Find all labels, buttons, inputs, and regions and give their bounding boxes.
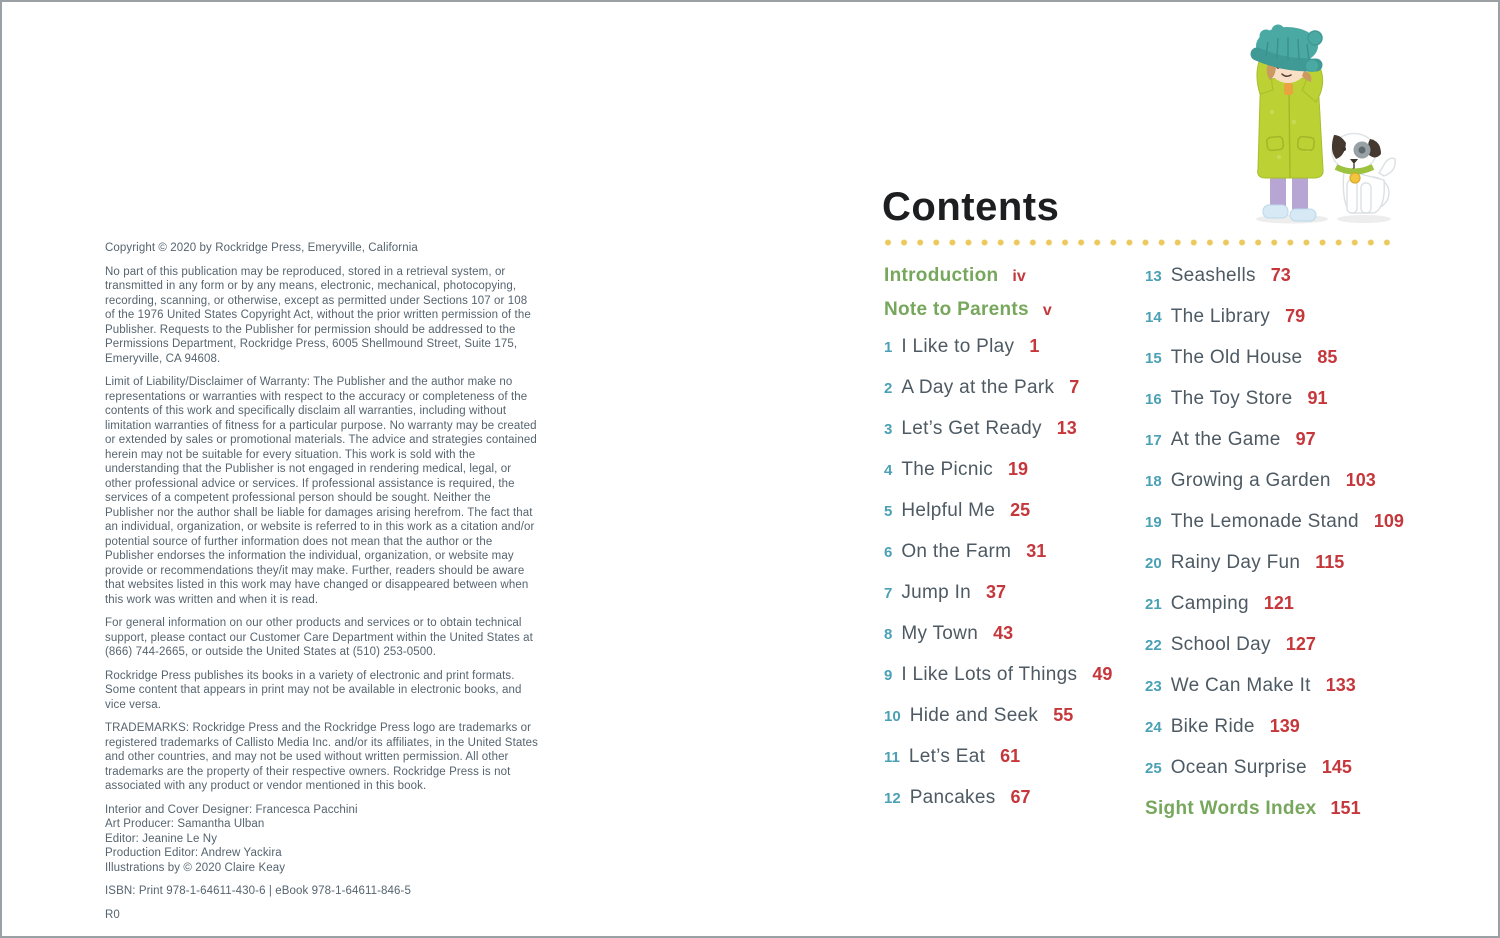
toc-entry-number: 12 (884, 790, 901, 807)
toc-entry (884, 663, 1142, 687)
toc-entry-number: 3 (884, 421, 893, 438)
toc-entry-page: 145 (1321, 757, 1352, 777)
toc-entry-page: 1 (1029, 336, 1040, 356)
toc-entry (1145, 305, 1410, 329)
toc-entry-number: 23 (1145, 678, 1162, 695)
toc-entry-page: iv (1012, 268, 1026, 285)
toc-entry-number: 6 (884, 544, 893, 561)
toc-entry-title: Pancakes (909, 787, 996, 808)
toc-chapters-right (1145, 264, 1410, 780)
toc-entry (884, 376, 1142, 400)
toc-entry-number: 10 (884, 708, 901, 725)
toc-entry (1145, 592, 1410, 616)
toc-entry-number: 15 (1145, 350, 1162, 367)
credit-line: Editor: Jeanine Le Ny (105, 832, 218, 845)
toc-column-left (884, 264, 1142, 827)
toc-entry-title: The Lemonade Stand (1170, 511, 1359, 532)
toc-matter-entry (884, 298, 1142, 322)
toc-entry-title: Ocean Surprise (1170, 757, 1307, 778)
toc-entry-number: 5 (884, 503, 893, 520)
contents-title: Contents (882, 185, 1060, 229)
toc-entry-number: 7 (884, 585, 893, 602)
toc-entry-page: 13 (1056, 418, 1077, 438)
toc-entry-number: 4 (884, 462, 893, 479)
toc-entry-number: 13 (1145, 268, 1162, 285)
legal-paragraph: Limit of Liability/Disclaimer of Warranty: The Publisher and the author make no representations or warranties with respect to the accuracy or completeness of the contents of this work and specifically disclaim all warranties, including without limitation warranties of fitness for a particular purpose. No warranty may be created or extended by sales or promotional materials. The advice and strategies contained herein may not be suitable for every situation. This work is sold with the understanding that the Publisher is not engaged in rendering medical, legal, or other professional advice or services. If professional assistance is required, the services of a competent professional person should be sought. Neither the Publisher nor the author shall be liable for damages arising herefrom. The fact that an individual, organization, or website is referred to in this work as a citation and/or potential source of further information does not mean that the author or the Publisher endorses the information the individual, organization, or website may provide or recommendations they/it may make. Further, readers should be aware that websites listed in this work may have changed or disappeared between when this work was written and when it is read. (105, 376, 537, 606)
toc-entry-page: 133 (1325, 675, 1356, 695)
toc-entry-number: 8 (884, 626, 893, 643)
toc-entry-number: 16 (1145, 391, 1162, 408)
toc-entry-page: 121 (1263, 593, 1294, 613)
toc-entry-number: 2 (884, 380, 893, 397)
toc-entry-title: Introduction (884, 265, 999, 286)
toc-entry-title: On the Farm (901, 541, 1012, 562)
toc-entry-title: The Toy Store (1170, 388, 1293, 409)
toc-entry-number: 19 (1145, 514, 1162, 531)
toc-entry-title: Camping (1170, 593, 1249, 614)
toc-entry-number: 25 (1145, 760, 1162, 777)
toc-entry-number: 9 (884, 667, 893, 684)
toc-matter-entry (884, 264, 1142, 288)
toc-entry (1145, 551, 1410, 575)
toc-entry-number: 1 (884, 339, 893, 356)
isbn-line: ISBN: Print 978-1-64611-430-6 | eBook 978-1-64611-846-5 (105, 885, 411, 897)
toc-entry-page: 19 (1008, 459, 1029, 479)
toc-entry-page: 31 (1026, 541, 1047, 561)
legal-paragraph: TRADEMARKS: Rockridge Press and the Rockridge Press logo are trademarks or registered trademarks of Callisto Media Inc. and/or its affiliates, in the United States and other countries, and may not be used without written permission. All other trademarks are the property of their respective owners. Rockridge Press is not associated with any product or vendor mentioned in this book. (105, 722, 539, 792)
toc-entry-title: Sight Words Index (1145, 798, 1317, 819)
toc-back-matter (1145, 797, 1410, 821)
toc-entry-title: Hide and Seek (909, 705, 1039, 726)
toc-entry-page: 139 (1269, 716, 1300, 736)
legal-paragraph: No part of this publication may be reproduced, stored in a retrieval system, or transmitted in any form or by any means, electronic, mechanical, photocopying, recording, scanning, or otherwise, except as permitted under Sections 107 or 108 of the 1976 United States Copyright Act, without the prior written permission of the Publisher. Requests to the Publisher for permission should be addressed to the Permissions Department, Rockridge Press, 6005 Shellmound Street, Suite 175, Emeryville, CA 94608. (105, 265, 531, 365)
toc-entry-page: 55 (1053, 705, 1074, 725)
toc-entry (1145, 715, 1410, 739)
toc-column-right (1145, 264, 1410, 831)
toc-entry (884, 417, 1142, 441)
toc-entry-number: 21 (1145, 596, 1162, 613)
toc-entry (1145, 264, 1410, 288)
credit-line: Interior and Cover Designer: Francesca Pacchini (105, 803, 358, 816)
toc-entry (884, 786, 1142, 810)
toc-entry-page: 61 (1000, 746, 1021, 766)
toc-entry-title: A Day at the Park (901, 377, 1055, 398)
toc-entry-title: The Library (1170, 306, 1271, 327)
legal-paragraph: For general information on our other products and services or to obtain technical support, please contact our Customer Care Department within the United States at (866) 744-2665, or outside the United States at (510) 253-0500. (105, 617, 533, 658)
toc-matter-entry (1145, 797, 1410, 821)
toc-entry-page: v (1042, 302, 1052, 319)
toc-entry-page: 7 (1069, 377, 1080, 397)
toc-entry-title: Note to Parents (884, 299, 1029, 320)
toc-entry (884, 745, 1142, 769)
print-run-code: R0 (105, 908, 120, 921)
toc-entry-page: 67 (1010, 787, 1031, 807)
toc-entry (1145, 387, 1410, 411)
toc-entry-number: 14 (1145, 309, 1162, 326)
legal-paragraph: Rockridge Press publishes its books in a variety of electronic and print formats. Some content that appears in print may not be available in electronic books, and vice versa. (105, 669, 522, 711)
toc-entry (884, 704, 1142, 728)
toc-entry-title: The Old House (1170, 347, 1303, 368)
toc-entry-number: 20 (1145, 555, 1162, 572)
toc-entry-page: 151 (1330, 798, 1361, 818)
toc-entry-title: I Like Lots of Things (901, 664, 1078, 685)
credits-block (105, 803, 539, 876)
toc-entry-title: Growing a Garden (1170, 470, 1331, 491)
toc-entry-page: 127 (1285, 634, 1316, 654)
toc-entry (884, 499, 1142, 523)
credit-line: Illustrations by © 2020 Claire Keay (105, 861, 286, 874)
toc-entry-title: At the Game (1170, 429, 1281, 450)
toc-entry-page: 73 (1270, 265, 1291, 285)
toc-entry (1145, 633, 1410, 657)
toc-entry-title: I Like to Play (901, 336, 1015, 357)
toc-entry-title: Rainy Day Fun (1170, 552, 1301, 573)
toc-entry (884, 622, 1142, 646)
toc-entry-page: 109 (1373, 511, 1404, 531)
toc-entry-title: Let’s Eat (908, 746, 986, 767)
toc-entry (884, 335, 1142, 359)
toc-entry (1145, 428, 1410, 452)
toc-entry-page: 79 (1285, 306, 1306, 326)
child-figure (1256, 25, 1323, 222)
toc-entry-page: 97 (1295, 429, 1316, 449)
toc-entry-number: 17 (1145, 432, 1162, 449)
toc-entry-number: 11 (884, 749, 900, 766)
toc-entry-title: Bike Ride (1170, 716, 1255, 737)
toc-entry-page: 25 (1010, 500, 1031, 520)
illustration-child-with-dog (1224, 22, 1409, 227)
toc-entry (884, 581, 1142, 605)
toc-entry-page: 103 (1345, 470, 1376, 490)
toc-entry (884, 540, 1142, 564)
credit-line: Art Producer: Samantha Ulban (105, 818, 265, 830)
toc-entry-title: My Town (901, 623, 979, 644)
toc-entry-title: We Can Make It (1170, 675, 1311, 696)
toc-entry-number: 18 (1145, 473, 1162, 490)
copyright-line: Copyright © 2020 by Rockridge Press, Emeryville, California (105, 242, 418, 254)
toc-entry-page: 37 (986, 582, 1007, 602)
toc-entry-title: Jump In (901, 582, 972, 603)
shadow (1337, 215, 1391, 223)
toc-entry-page: 115 (1315, 552, 1345, 572)
toc-entry-title: The Picnic (901, 459, 994, 480)
dotted-divider (884, 238, 1400, 247)
toc-entry-title: School Day (1170, 634, 1271, 655)
puppy-figure (1332, 134, 1395, 214)
toc-entry-page: 85 (1317, 347, 1338, 367)
toc-entry (1145, 756, 1410, 780)
toc-entry-page: 43 (993, 623, 1014, 643)
toc-entry-title: Helpful Me (901, 500, 996, 521)
toc-entry (884, 458, 1142, 482)
toc-entry (1145, 510, 1410, 534)
toc-entry (1145, 469, 1410, 493)
toc-front-matter (884, 264, 1142, 322)
toc-entry-page: 91 (1307, 388, 1328, 408)
toc-entry-title: Let’s Get Ready (901, 418, 1042, 439)
toc-entry-number: 22 (1145, 637, 1162, 654)
copyright-page (105, 241, 539, 931)
toc-entry-number: 24 (1145, 719, 1162, 736)
toc-entry-page: 49 (1092, 664, 1113, 684)
toc-entry-title: Seashells (1170, 265, 1256, 286)
credit-line: Production Editor: Andrew Yackira (105, 847, 282, 859)
toc-chapters-left (884, 335, 1142, 810)
toc-entry (1145, 346, 1410, 370)
toc-entry (1145, 674, 1410, 698)
